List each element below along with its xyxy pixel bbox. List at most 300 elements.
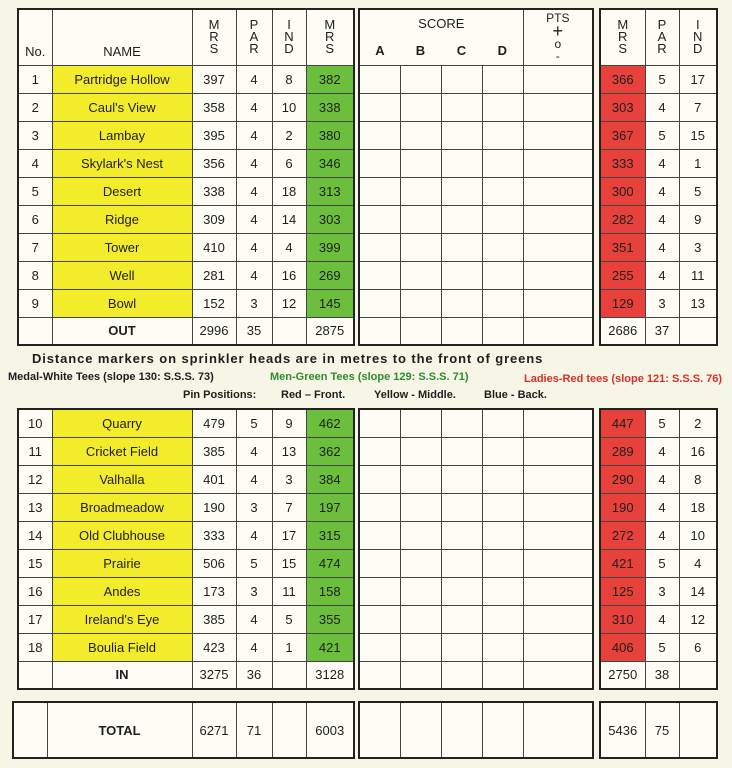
ladies-row (600, 577, 717, 605)
score-cell-pts[interactable] (523, 93, 593, 121)
hole-green-mrs: 197 (306, 493, 354, 521)
score-cell-pts[interactable] (523, 317, 593, 345)
score-cell-a[interactable] (359, 261, 400, 289)
ladies-row (600, 177, 717, 205)
hole-number: 17 (18, 605, 52, 633)
score-cell-b[interactable] (400, 493, 441, 521)
ladies-index: 4 (679, 549, 717, 577)
score-cell-b[interactable] (400, 605, 441, 633)
hole-par: 3 (236, 289, 272, 317)
ladies-mrs: 421 (600, 549, 645, 577)
ladies-mrs: 290 (600, 465, 645, 493)
pts-label: PTS (546, 11, 570, 26)
score-cell-pts[interactable] (523, 521, 593, 549)
score-cell-a[interactable] (359, 65, 400, 93)
front-nine-rows (18, 65, 354, 317)
hole-mrs: 309 (192, 205, 236, 233)
back-ladies-rows (600, 409, 717, 661)
score-row (359, 65, 593, 93)
hole-green-mrs: 421 (306, 633, 354, 661)
hole-mrs: 173 (192, 577, 236, 605)
score-cell-pts[interactable] (523, 633, 593, 661)
ladies-mrs: 272 (600, 521, 645, 549)
back-nine-rows (18, 409, 354, 661)
hole-row (18, 605, 354, 633)
out-par: 35 (236, 317, 272, 345)
score-cell-a[interactable] (359, 465, 400, 493)
score-cell-d[interactable] (482, 661, 523, 689)
ladies-row (600, 521, 717, 549)
ladies-row (600, 149, 717, 177)
hole-green-mrs: 355 (306, 605, 354, 633)
score-cell-pts[interactable] (523, 605, 593, 633)
ladies-mrs: 367 (600, 121, 645, 149)
score-cell-d[interactable] (482, 633, 523, 661)
name-header: NAME (52, 9, 192, 65)
ladies-par: 4 (645, 233, 679, 261)
score-cell-b[interactable] (400, 633, 441, 661)
score-cell-b[interactable] (400, 205, 441, 233)
score-cell-c[interactable] (441, 409, 482, 437)
hole-green-mrs: 346 (306, 149, 354, 177)
score-cell-pts[interactable] (523, 233, 593, 261)
ladies-index: 13 (679, 289, 717, 317)
score-cell-d[interactable] (482, 577, 523, 605)
score-cell-c[interactable] (441, 317, 482, 345)
score-cell-d[interactable] (482, 121, 523, 149)
hole-number: 18 (18, 633, 52, 661)
hole-name: Quarry (52, 409, 192, 437)
score-cell-d[interactable] (482, 549, 523, 577)
score-cell-d[interactable] (482, 233, 523, 261)
ladies-index: 16 (679, 437, 717, 465)
hole-name: Partridge Hollow (52, 65, 192, 93)
hole-green-mrs: 462 (306, 409, 354, 437)
score-cell-c[interactable] (441, 289, 482, 317)
score-cell-a[interactable] (359, 409, 400, 437)
in-row (18, 661, 354, 689)
score-cell-a[interactable] (359, 661, 400, 689)
score-cell-a[interactable] (359, 605, 400, 633)
total-green: 6003 (306, 702, 354, 758)
hole-index: 2 (272, 121, 306, 149)
front-score-rows (359, 65, 593, 345)
score-cell-a[interactable] (359, 577, 400, 605)
score-row (359, 177, 593, 205)
ladies-row (600, 605, 717, 633)
col-d-header: D (482, 37, 523, 65)
col-c-header: C (441, 37, 482, 65)
score-cell-b[interactable] (400, 65, 441, 93)
score-cell-b[interactable] (400, 121, 441, 149)
score-cell-a[interactable] (359, 289, 400, 317)
hole-name: Well (52, 261, 192, 289)
out-row (18, 317, 354, 345)
green-tees-note: Men-Green Tees (slope 129: S.S.S. 71) (270, 371, 469, 383)
pts-header (523, 9, 593, 65)
ladies-index: 14 (679, 577, 717, 605)
score-cell-b[interactable] (400, 409, 441, 437)
hole-par: 4 (236, 177, 272, 205)
score-cell-a[interactable] (359, 521, 400, 549)
total-score-a[interactable] (359, 702, 400, 758)
back-score-rows (359, 409, 593, 689)
score-cell-c[interactable] (441, 577, 482, 605)
score-cell-pts[interactable] (523, 261, 593, 289)
pts-plus: + (552, 21, 564, 42)
hole-row (18, 177, 354, 205)
ladies-index: 8 (679, 465, 717, 493)
hole-mrs: 385 (192, 605, 236, 633)
hole-par: 4 (236, 633, 272, 661)
score-cell-pts[interactable] (523, 177, 593, 205)
total-ladies-table (599, 701, 718, 759)
score-cell-d[interactable] (482, 437, 523, 465)
ladies-mrs: 333 (600, 149, 645, 177)
score-row (359, 661, 593, 689)
score-cell-b[interactable] (400, 93, 441, 121)
hole-number: 7 (18, 233, 52, 261)
score-cell-a[interactable] (359, 549, 400, 577)
ladies-par: 4 (645, 93, 679, 121)
score-cell-b[interactable] (400, 437, 441, 465)
score-row (359, 493, 593, 521)
pin-positions-label: Pin Positions: (183, 389, 257, 401)
score-cell-d[interactable] (482, 93, 523, 121)
score-header: SCORE (359, 9, 523, 37)
ladies-row (600, 121, 717, 149)
in-label: IN (52, 661, 192, 689)
hole-par: 5 (236, 409, 272, 437)
red-par-header: P A R (645, 9, 679, 65)
out-label: OUT (52, 317, 192, 345)
ladies-index: 1 (679, 149, 717, 177)
score-cell-b[interactable] (400, 549, 441, 577)
score-row (359, 149, 593, 177)
hole-row (18, 233, 354, 261)
hole-index: 17 (272, 521, 306, 549)
score-cell-c[interactable] (441, 121, 482, 149)
score-cell-pts[interactable] (523, 549, 593, 577)
hole-index: 5 (272, 605, 306, 633)
score-cell-c[interactable] (441, 149, 482, 177)
ladies-par: 3 (645, 289, 679, 317)
score-cell-d[interactable] (482, 149, 523, 177)
hole-par: 4 (236, 261, 272, 289)
score-cell-d[interactable] (482, 521, 523, 549)
score-row (359, 233, 593, 261)
hole-index: 9 (272, 409, 306, 437)
score-row (359, 633, 593, 661)
score-cell-c[interactable] (441, 633, 482, 661)
score-cell-b[interactable] (400, 521, 441, 549)
total-par: 71 (236, 702, 272, 758)
hole-row (18, 409, 354, 437)
hole-number: 14 (18, 521, 52, 549)
ladies-index: 6 (679, 633, 717, 661)
score-cell-a[interactable] (359, 149, 400, 177)
score-cell-a[interactable] (359, 437, 400, 465)
hole-row (18, 261, 354, 289)
score-cell-b[interactable] (400, 233, 441, 261)
hole-name: Old Clubhouse (52, 521, 192, 549)
hole-number: 5 (18, 177, 52, 205)
hole-number: 15 (18, 549, 52, 577)
score-row (359, 261, 593, 289)
score-cell-a[interactable] (359, 93, 400, 121)
score-cell-d[interactable] (482, 493, 523, 521)
score-row (359, 549, 593, 577)
hole-par: 4 (236, 93, 272, 121)
score-cell-d[interactable] (482, 261, 523, 289)
score-cell-c[interactable] (441, 521, 482, 549)
ladies-par: 4 (645, 437, 679, 465)
score-cell-a[interactable] (359, 317, 400, 345)
hole-index: 14 (272, 205, 306, 233)
pin-yellow: Yellow - Middle. (374, 389, 456, 401)
hole-mrs: 333 (192, 521, 236, 549)
total-score-b[interactable] (400, 702, 441, 758)
hole-number: 9 (18, 289, 52, 317)
score-cell-b[interactable] (400, 317, 441, 345)
pin-red: Red – Front. (281, 389, 346, 401)
in-ind (272, 661, 306, 689)
score-cell-d[interactable] (482, 289, 523, 317)
score-cell-d[interactable] (482, 65, 523, 93)
ladies-mrs: 366 (600, 65, 645, 93)
ladies-par: 4 (645, 149, 679, 177)
score-cell-a[interactable] (359, 205, 400, 233)
score-cell-b[interactable] (400, 261, 441, 289)
total-score-pts[interactable] (523, 702, 593, 758)
score-cell-b[interactable] (400, 661, 441, 689)
white-tees-note: Medal-White Tees (slope 130: S.S.S. 73) (8, 371, 214, 383)
hole-number: 8 (18, 261, 52, 289)
ind-header: I N D (272, 9, 306, 65)
hole-green-mrs: 315 (306, 521, 354, 549)
ladies-mrs: 406 (600, 633, 645, 661)
score-cell-b[interactable] (400, 177, 441, 205)
score-row (359, 93, 593, 121)
pts-minus: - (555, 49, 560, 64)
red-tees-note: Ladies-Red tees (slope 121: S.S.S. 76) (524, 373, 723, 385)
ladies-par: 5 (645, 633, 679, 661)
hole-mrs: 479 (192, 409, 236, 437)
ladies-row (600, 409, 717, 437)
out-mrs: 2996 (192, 317, 236, 345)
in-no-cell (18, 661, 52, 689)
score-cell-c[interactable] (441, 233, 482, 261)
ladies-row (600, 261, 717, 289)
hole-mrs: 356 (192, 149, 236, 177)
hole-green-mrs: 380 (306, 121, 354, 149)
hole-par: 4 (236, 437, 272, 465)
score-cell-pts[interactable] (523, 65, 593, 93)
score-cell-d[interactable] (482, 317, 523, 345)
hole-par: 4 (236, 521, 272, 549)
out-ind (272, 317, 306, 345)
ladies-row (600, 549, 717, 577)
score-cell-a[interactable] (359, 233, 400, 261)
score-cell-b[interactable] (400, 289, 441, 317)
hole-row (18, 521, 354, 549)
total-score-c[interactable] (441, 702, 482, 758)
hole-index: 16 (272, 261, 306, 289)
score-row (359, 409, 593, 437)
hole-par: 4 (236, 233, 272, 261)
ladies-mrs: 351 (600, 233, 645, 261)
hole-mrs: 385 (192, 437, 236, 465)
score-cell-c[interactable] (441, 261, 482, 289)
total-ladies-par: 75 (645, 702, 679, 758)
score-cell-c[interactable] (441, 205, 482, 233)
score-cell-pts[interactable] (523, 289, 593, 317)
total-score-d[interactable] (482, 702, 523, 758)
ladies-par: 4 (645, 493, 679, 521)
ladies-par: 4 (645, 521, 679, 549)
hole-mrs: 152 (192, 289, 236, 317)
hole-name: Bowl (52, 289, 192, 317)
hole-green-mrs: 313 (306, 177, 354, 205)
hole-par: 4 (236, 121, 272, 149)
score-cell-c[interactable] (441, 93, 482, 121)
ladies-mrs: 303 (600, 93, 645, 121)
score-cell-c[interactable] (441, 549, 482, 577)
score-cell-a[interactable] (359, 633, 400, 661)
score-cell-c[interactable] (441, 465, 482, 493)
hole-name: Skylark's Nest (52, 149, 192, 177)
ladies-row (600, 93, 717, 121)
hole-mrs: 338 (192, 177, 236, 205)
score-cell-pts[interactable] (523, 205, 593, 233)
hole-row (18, 93, 354, 121)
score-cell-c[interactable] (441, 493, 482, 521)
hole-index: 11 (272, 577, 306, 605)
pts-o: o (554, 37, 562, 52)
hole-index: 8 (272, 65, 306, 93)
hole-green-mrs: 338 (306, 93, 354, 121)
front-nine-table (17, 8, 355, 346)
hole-row (18, 65, 354, 93)
score-cell-pts[interactable] (523, 437, 593, 465)
score-cell-c[interactable] (441, 65, 482, 93)
ladies-index: 9 (679, 205, 717, 233)
ladies-index: 2 (679, 409, 717, 437)
ladies-row (600, 205, 717, 233)
hole-name: Ridge (52, 205, 192, 233)
score-row (359, 317, 593, 345)
ladies-mrs: 125 (600, 577, 645, 605)
no-header: No. (18, 9, 52, 65)
hole-number: 13 (18, 493, 52, 521)
score-cell-a[interactable] (359, 177, 400, 205)
score-row (359, 121, 593, 149)
ladies-par: 4 (645, 605, 679, 633)
score-cell-d[interactable] (482, 177, 523, 205)
ladies-row (600, 437, 717, 465)
score-cell-pts[interactable] (523, 121, 593, 149)
score-cell-d[interactable] (482, 409, 523, 437)
total-ind (272, 702, 306, 758)
hole-green-mrs: 474 (306, 549, 354, 577)
ladies-par: 5 (645, 121, 679, 149)
score-cell-d[interactable] (482, 605, 523, 633)
ladies-in-par: 38 (645, 661, 679, 689)
hole-name: Lambay (52, 121, 192, 149)
hole-mrs: 281 (192, 261, 236, 289)
hole-index: 1 (272, 633, 306, 661)
score-cell-c[interactable] (441, 437, 482, 465)
hole-row (18, 633, 354, 661)
in-mrs: 3275 (192, 661, 236, 689)
ladies-row (600, 493, 717, 521)
score-cell-pts[interactable] (523, 577, 593, 605)
score-cell-b[interactable] (400, 149, 441, 177)
ladies-mrs: 255 (600, 261, 645, 289)
ladies-index: 15 (679, 121, 717, 149)
ladies-row (600, 65, 717, 93)
ladies-index: 12 (679, 605, 717, 633)
ladies-par: 4 (645, 205, 679, 233)
ladies-in-mrs: 2750 (600, 661, 645, 689)
score-cell-a[interactable] (359, 493, 400, 521)
hole-mrs: 401 (192, 465, 236, 493)
hole-row (18, 549, 354, 577)
hole-number: 6 (18, 205, 52, 233)
score-row (359, 605, 593, 633)
score-cell-pts[interactable] (523, 465, 593, 493)
out-no-cell (18, 317, 52, 345)
ladies-index: 5 (679, 177, 717, 205)
score-cell-b[interactable] (400, 577, 441, 605)
total-score-row (359, 702, 593, 758)
hole-row (18, 149, 354, 177)
score-cell-c[interactable] (441, 605, 482, 633)
score-cell-a[interactable] (359, 121, 400, 149)
score-row (359, 205, 593, 233)
score-cell-pts[interactable] (523, 409, 593, 437)
hole-index: 12 (272, 289, 306, 317)
score-cell-d[interactable] (482, 205, 523, 233)
score-cell-d[interactable] (482, 465, 523, 493)
in-par: 36 (236, 661, 272, 689)
ladies-index: 3 (679, 233, 717, 261)
score-cell-b[interactable] (400, 465, 441, 493)
hole-number: 2 (18, 93, 52, 121)
hole-green-mrs: 303 (306, 205, 354, 233)
score-cell-pts[interactable] (523, 661, 593, 689)
hole-par: 4 (236, 65, 272, 93)
hole-row (18, 465, 354, 493)
green-mrs-header: M R S (306, 9, 354, 65)
hole-mrs: 410 (192, 233, 236, 261)
hole-index: 4 (272, 233, 306, 261)
score-cell-pts[interactable] (523, 493, 593, 521)
score-cell-c[interactable] (441, 177, 482, 205)
score-cell-c[interactable] (441, 661, 482, 689)
hole-mrs: 190 (192, 493, 236, 521)
ladies-index: 17 (679, 65, 717, 93)
ladies-out-row (600, 317, 717, 345)
hole-row (18, 577, 354, 605)
back-score-table (358, 408, 594, 690)
ladies-out-mrs: 2686 (600, 317, 645, 345)
hole-number: 4 (18, 149, 52, 177)
hole-number: 12 (18, 465, 52, 493)
score-cell-pts[interactable] (523, 149, 593, 177)
back-ladies-table (599, 408, 718, 690)
score-row (359, 577, 593, 605)
